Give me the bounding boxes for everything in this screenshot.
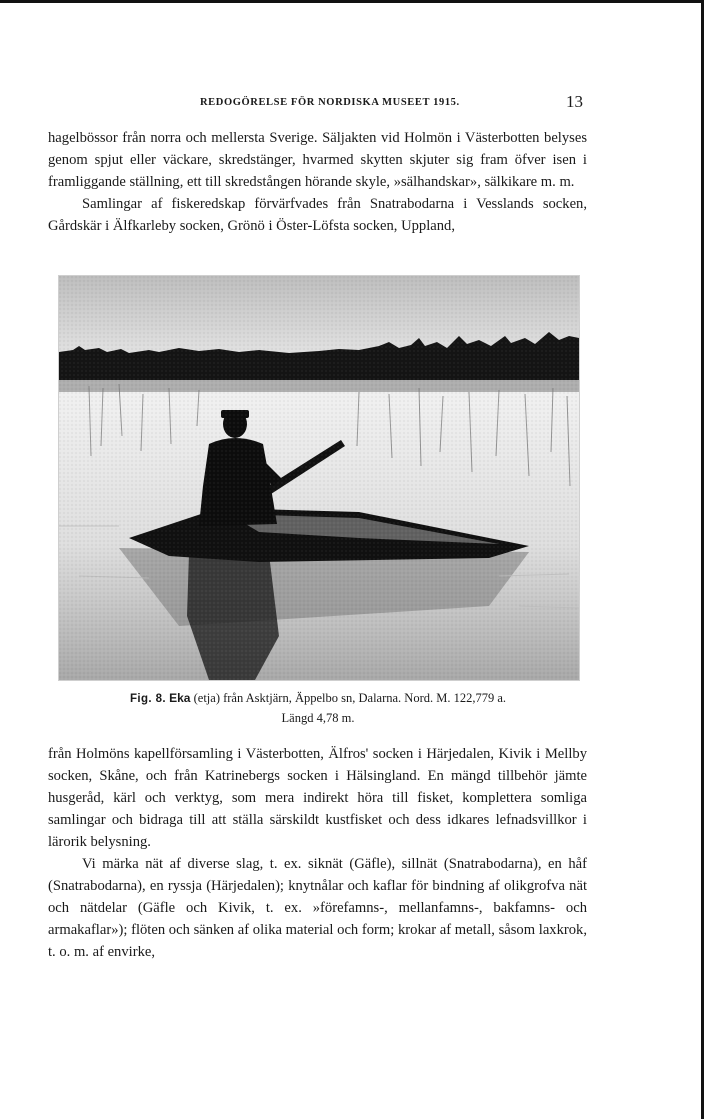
running-title: REDOGÖRELSE FÖR NORDISKA MUSEET 1915. [200,97,460,108]
paragraph: hagelbössor från norra och mellersta Sverige. Säljakten vid Holmön i Västerbotten belyses genom spjut eller väckare, skredstänger, hvarmed skytten skjuter sig fram öfver isen i framliggande ställning, ett till skredstången hörande skyle, »sälhandskar», sälkikare m. m. [48,130,587,190]
figure-caption [58,689,578,728]
text-block-top [48,127,587,237]
figure-label: Fig. 8. [129,693,166,705]
boat-photo-illustration [59,276,579,680]
paragraph: Vi märka nät af diverse slag, t. ex. siknät (Gäfle), sillnät (Snatrabodarna), en håf (Snatrabodarna), en ryssja (Härjedalen); knytnålar och kaflar för bindning af olikgrofva nät och nätdelar (Gäfle och Kivik, t. ex. »förefamns-, mellanfamns-, bakfamns- och armakaflar»); flöten och sänken af olika material och form; krokar af metall, såsom laxkrok, t. o. m. af envirke, [48,856,587,960]
page-edge-top [0,0,704,3]
caption-line-1 [58,689,578,709]
boat-photograph [58,275,580,681]
page-number: 13 [566,92,583,111]
figure-name: Eka [169,691,191,705]
paragraph: Samlingar af fiskeredskap förvärfvades från Snatrabodarna i Vesslands socken, Gårdskär i Älfkarleby socken, Grönö i Öster-Löfsta socken, Uppland, [48,196,587,234]
text-block-bottom [48,743,587,963]
paragraph: från Holmöns kapellförsamling i Västerbotten, Älfros' socken i Härjedalen, Kivik i Mellby socken, Skåne, och från Katrinebergs socken i Hälsingland. En mängd tillbehör jämte husgeråd, kärl och verktyg, som mera indirekt höra till fisket, komplettera somliga samlingar och bidraga till att ställa särskildt kustfisket och dess idkares lefnadsvillkor i lärorik belysning. [48,746,587,850]
caption-line-2: Längd 4,78 m. [281,711,355,725]
caption-text: (etja) från Asktjärn, Äppelbo sn, Dalarna. Nord. M. 122,779 a. [193,691,507,705]
